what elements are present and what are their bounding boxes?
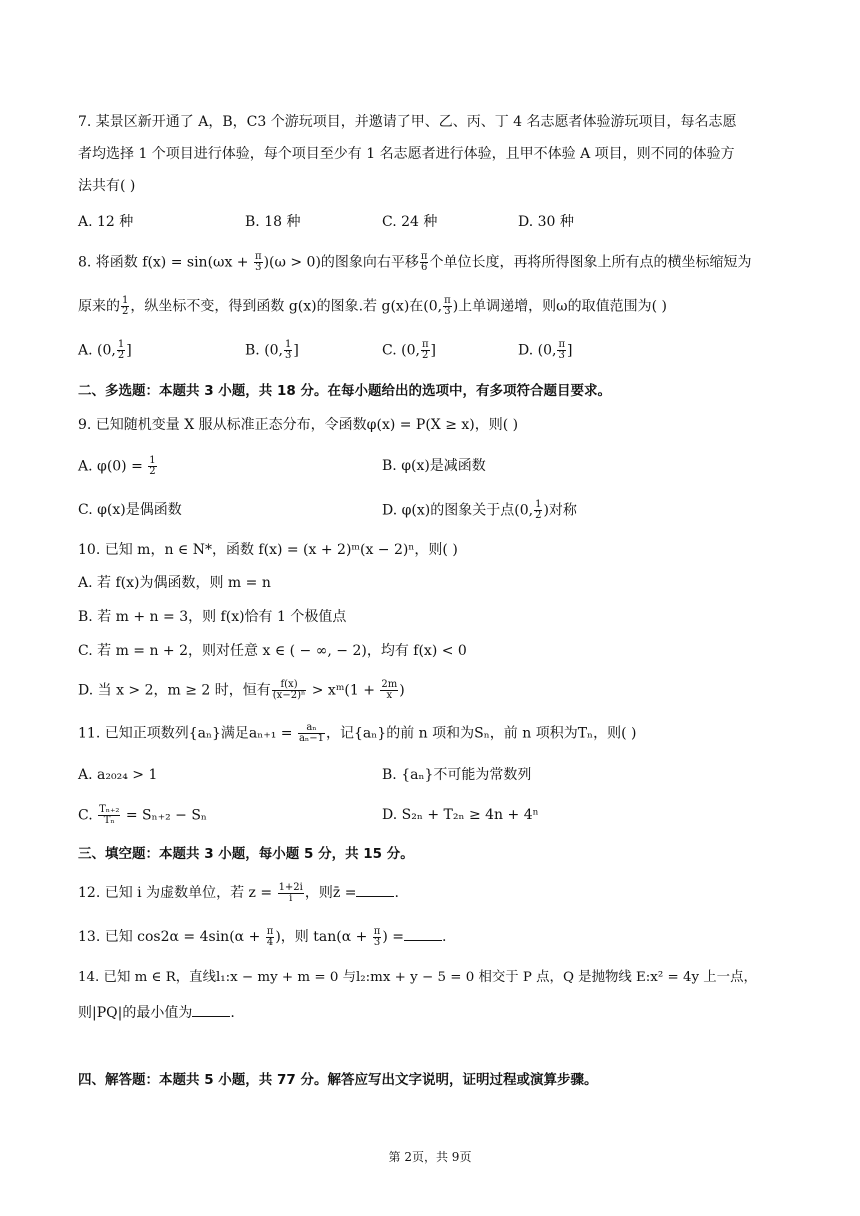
q8-line1: 8. 将函数 f(x) = sin(ωx + $\frac{\pi}{3}$ )(ω > 0)的图象向右平移 $\frac{\pi}{6}$ 个单位长度，再将所得图象上所有点的横坐标缩短为	[78, 251, 752, 273]
q9-stem: 9. 已知随机变量 X 服从标准正态分布，令函数φ(x) = P(X ≥ x)，则( )	[78, 417, 519, 433]
q10-option-b: B. 若 m + n = 3，则 f(x)恰有 1 个极值点	[78, 609, 347, 625]
q8-option-b: B. (0, $\frac{1}{3}$ ]	[245, 339, 299, 361]
q11-option-a: A. a₂₀₂₄ > 1	[78, 767, 158, 783]
page-footer: 第 2页，共 9页	[388, 1150, 472, 1164]
q9-option-c: C. φ(x)是偶函数	[78, 502, 182, 518]
q7-line3: 法共有( )	[78, 178, 136, 194]
q13-answer-blank	[404, 926, 442, 941]
q10-option-d: D. 当 x > 2，m ≥ 2 时，恒有 $\frac{f(x)}{\text{(x−2)ⁿ}}$ > xᵐ(1 + $\frac{2m}{x}$ )	[78, 679, 405, 701]
q14-line1: 14. 已知 m ∈ R，直线l₁:x − my + m = 0 与l₂:mx + y − 5 = 0 相交于 P 点，Q 是抛物线 E:x² = 4y 上一点，	[78, 970, 757, 985]
section-heading-multiple-choice: 二、多选题：本题共 3 小题，共 18 分。在每小题给出的选项中，有多项符合题目要求。	[78, 383, 611, 399]
q8-line2: 原来的 $\frac{1}{2}$ ，纵坐标不变，得到函数 g(x)的图象.若 g(x)在(0, $\frac{\pi}{3}$ )上单调递增，则ω的取值范围为( )	[78, 295, 667, 317]
q11-option-d: D. S₂ₙ + T₂ₙ ≥ 4n + 4ⁿ	[382, 807, 539, 823]
section-heading-fill-in: 三、填空题：本题共 3 小题，每小题 5 分，共 15 分。	[78, 846, 414, 862]
q11-stem: 11. 已知正项数列{aₙ}满足aₙ₊₁ = $\frac{\text{aₙ}}{\text{aₙ−1}}$ ，记{aₙ}的前 n 项和为Sₙ，前 n 项积为Tₙ，则( )	[78, 722, 637, 744]
q8-option-a: A. (0, $\frac{1}{2}$ ]	[78, 339, 132, 361]
q9-option-b: B. φ(x)是减函数	[382, 458, 486, 474]
q7-line1: 7. 某景区新开通了 A，B，C3 个游玩项目，并邀请了甲、乙、丙、丁 4 名志愿者体验游玩项目，每名志愿	[78, 114, 737, 130]
q10-option-a: A. 若 f(x)为偶函数，则 m = n	[78, 575, 271, 591]
q12-answer-blank	[356, 882, 394, 897]
q10-stem: 10. 已知 m，n ∈ N*，函数 f(x) = (x + 2)ᵐ(x − 2)ⁿ，则( )	[78, 542, 458, 558]
q9-option-a: A. φ(0) = $\frac{1}{2}$	[78, 455, 156, 477]
q10-option-c: C. 若 m = n + 2，则对任意 x ∈ ( − ∞, − 2)，均有 f(x) < 0	[78, 643, 467, 659]
q12-stem: 12. 已知 i 为虚数单位，若 z = $\frac{1+2i}{i}$ ，则z̄ = .	[78, 881, 399, 904]
q11-option-c: C. $\frac{\text{Tₙ₊₂}}{\text{Tₙ}}$ = Sₙ₊₂ − Sₙ	[78, 804, 207, 826]
q9-option-d: D. φ(x)的图象关于点(0, $\frac{1}{2}$ )对称	[382, 499, 577, 521]
q8-option-c: C. (0, $\frac{\pi}{2}$ ]	[382, 339, 436, 361]
section-heading-solutions: 四、解答题：本题共 5 小题，共 77 分。解答应写出文字说明，证明过程或演算步骤。	[78, 1072, 598, 1088]
q7-option-d: D. 30 种	[518, 214, 574, 230]
q14-answer-blank	[192, 1002, 230, 1017]
q13-stem: 13. 已知 cos2α = 4sin(α + $\frac{\pi}{4}$ )，则 tan(α + $\frac{\pi}{3}$ ) = .	[78, 925, 447, 948]
q14-line2: 则|PQ|的最小值为 .	[78, 1002, 235, 1023]
q8-option-d: D. (0, $\frac{\pi}{3}$ ]	[518, 339, 573, 361]
q7-line2: 者均选择 1 个项目进行体验，每个项目至少有 1 名志愿者进行体验，且甲不体验 A 项目，则不同的体验方	[78, 146, 735, 162]
q7-option-b: B. 18 种	[245, 214, 301, 230]
q7-option-c: C. 24 种	[382, 214, 438, 230]
q11-option-b: B. {aₙ}不可能为常数列	[382, 767, 532, 783]
q7-option-a: A. 12 种	[78, 214, 134, 230]
